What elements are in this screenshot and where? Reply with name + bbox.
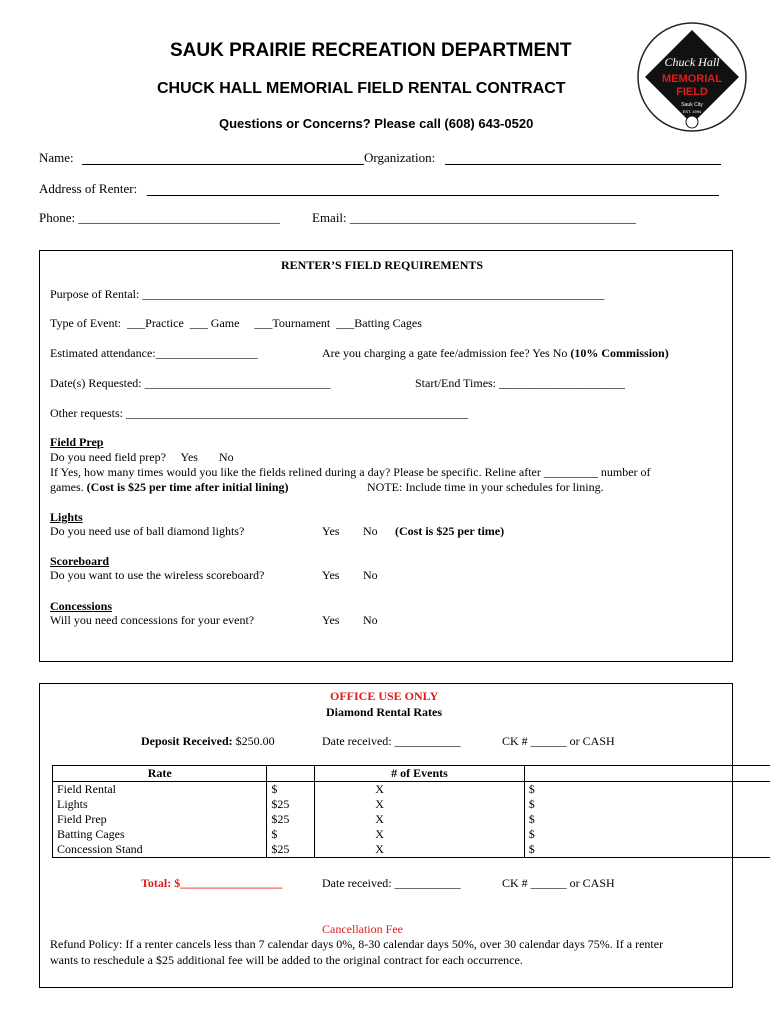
lights-question: Do you need use of ball diamond lights?	[50, 524, 245, 538]
org-title: SAUK PRAIRIE RECREATION DEPARTMENT	[170, 40, 572, 61]
total-header	[524, 766, 770, 782]
other-requests-field[interactable]: Other requests: _________________________________________________________	[50, 406, 468, 420]
logo-text-4: Sauk City	[681, 102, 703, 108]
gate-fee-question[interactable]	[322, 346, 669, 361]
total-ck-or-cash[interactable]: CK # ______ or CASH	[502, 876, 615, 890]
row-events[interactable]: X	[315, 782, 525, 798]
row-events[interactable]: X	[315, 812, 525, 827]
contract-title: CHUCK HALL MEMORIAL FIELD RENTAL CONTRACT	[157, 80, 566, 97]
row-label: Field Rental	[53, 782, 267, 798]
rates-header-row	[53, 766, 770, 782]
address-label: Address of Renter:	[39, 181, 138, 196]
refund-policy-line1: Refund Policy: If a renter cancels less than 7 calendar days 0%, 8-30 calendar days 50%, over 30 calendar days 75%. If a renter	[50, 937, 664, 951]
deposit-date-received[interactable]: Date received: ___________	[322, 734, 461, 748]
logo-text-3: FIELD	[676, 86, 708, 98]
concessions-no[interactable]: No	[363, 613, 378, 627]
deposit-line	[141, 734, 275, 749]
gate-fee-commission: (10% Commission)	[570, 346, 669, 360]
row-label: Field Prep	[53, 812, 267, 827]
row-events[interactable]: X	[315, 842, 525, 858]
field-prep-title: Field Prep	[50, 435, 104, 449]
requirements-title: RENTER’S FIELD REQUIREMENTS	[281, 258, 484, 272]
concessions-title: Concessions	[50, 599, 113, 613]
field-prep-question[interactable]: Do you need field prep? Yes No	[50, 450, 234, 464]
deposit-value: $250.00	[235, 734, 275, 748]
row-total[interactable]: $	[528, 827, 535, 841]
row-rate: $	[267, 782, 315, 798]
field-prep-games: games.	[50, 480, 84, 494]
table-row	[53, 827, 770, 842]
total-field[interactable]: Total: $_________________	[141, 876, 283, 890]
row-total[interactable]: $	[528, 797, 535, 811]
refund-policy-line2: wants to reschedule a $25 additional fee will be added to the original contract for each occurrence.	[50, 953, 523, 967]
lights-title: Lights	[50, 510, 83, 524]
deposit-ck-or-cash[interactable]: CK # ______ or CASH	[502, 734, 615, 748]
row-rate: $	[267, 827, 315, 842]
row-label: Concession Stand	[53, 842, 267, 858]
lights-no[interactable]: No	[363, 524, 378, 538]
baseball-icon	[686, 116, 698, 128]
attendance-field[interactable]: Estimated attendance:_________________	[50, 346, 258, 360]
email-field[interactable]: Email: ____________________________________________	[312, 210, 636, 225]
address-field[interactable]	[147, 195, 719, 196]
deposit-label: Deposit Received:	[141, 734, 233, 748]
phone-field[interactable]: Phone: _______________________________	[39, 210, 280, 225]
dates-field[interactable]: Date(s) Requested: _______________________________	[50, 376, 331, 390]
organization-label: Organization:	[364, 150, 436, 165]
rate-header: Rate	[53, 766, 267, 782]
lights-yes[interactable]: Yes	[322, 524, 340, 538]
scoreboard-yes[interactable]: Yes	[322, 568, 340, 582]
events-header: # of Events	[315, 766, 525, 782]
field-prep-cost-line	[50, 480, 289, 495]
office-use-title: OFFICE USE ONLY	[330, 689, 439, 703]
row-events[interactable]: X	[315, 827, 525, 842]
concessions-yes[interactable]: Yes	[322, 613, 340, 627]
start-end-field[interactable]: Start/End Times: _____________________	[415, 376, 626, 390]
row-rate: $25	[267, 797, 315, 812]
field-prep-cost: (Cost is $25 per time after initial lining)	[86, 480, 289, 494]
logo-text-1: Chuck Hall	[664, 55, 720, 69]
row-total[interactable]: $	[524, 842, 770, 858]
rate-amount-header	[267, 766, 315, 782]
row-events[interactable]: X	[315, 797, 525, 812]
purpose-field[interactable]: Purpose of Rental: _____________________________________________________________________________	[50, 287, 605, 301]
logo-text-5: EST. 1994	[682, 109, 702, 114]
row-total[interactable]: $	[524, 782, 770, 798]
scoreboard-no[interactable]: No	[363, 568, 378, 582]
row-rate: $25	[267, 842, 315, 858]
field-prep-note: NOTE: Include time in your schedules for lining.	[367, 480, 604, 494]
logo-text-2: MEMORIAL	[662, 73, 722, 85]
table-row	[53, 782, 770, 798]
scoreboard-question: Do you want to use the wireless scoreboard?	[50, 568, 265, 582]
concessions-question: Will you need concessions for your event?	[50, 613, 255, 627]
rental-rates-title: Diamond Rental Rates	[326, 705, 442, 719]
table-row	[53, 842, 770, 858]
name-label: Name:	[39, 150, 74, 165]
total-date-received[interactable]: Date received: ___________	[322, 876, 461, 890]
contact-line: Questions or Concerns? Please call (608) 643-0520	[219, 116, 534, 131]
event-type-field[interactable]: Type of Event: ___Practice ___ Game ___Tournament ___Batting Cages	[50, 316, 422, 330]
table-row	[53, 812, 770, 827]
table-row	[53, 797, 770, 812]
row-label: Lights	[53, 797, 267, 812]
row-label: Batting Cages	[53, 827, 267, 842]
rates-table	[52, 765, 770, 858]
field-logo	[637, 22, 747, 132]
name-field[interactable]	[82, 164, 364, 165]
row-rate: $25	[267, 812, 315, 827]
cancellation-title: Cancellation Fee	[322, 922, 403, 936]
organization-field[interactable]	[445, 164, 721, 165]
row-total[interactable]: $	[528, 812, 535, 826]
lights-cost: (Cost is $25 per time)	[395, 524, 505, 538]
field-prep-reline[interactable]: If Yes, how many times would you like the fields relined during a day? Please be specific. Reline after _________ number of	[50, 465, 651, 479]
gate-fee-text: Are you charging a gate fee/admission fee? Yes No	[322, 346, 568, 360]
scoreboard-title: Scoreboard	[50, 554, 110, 568]
